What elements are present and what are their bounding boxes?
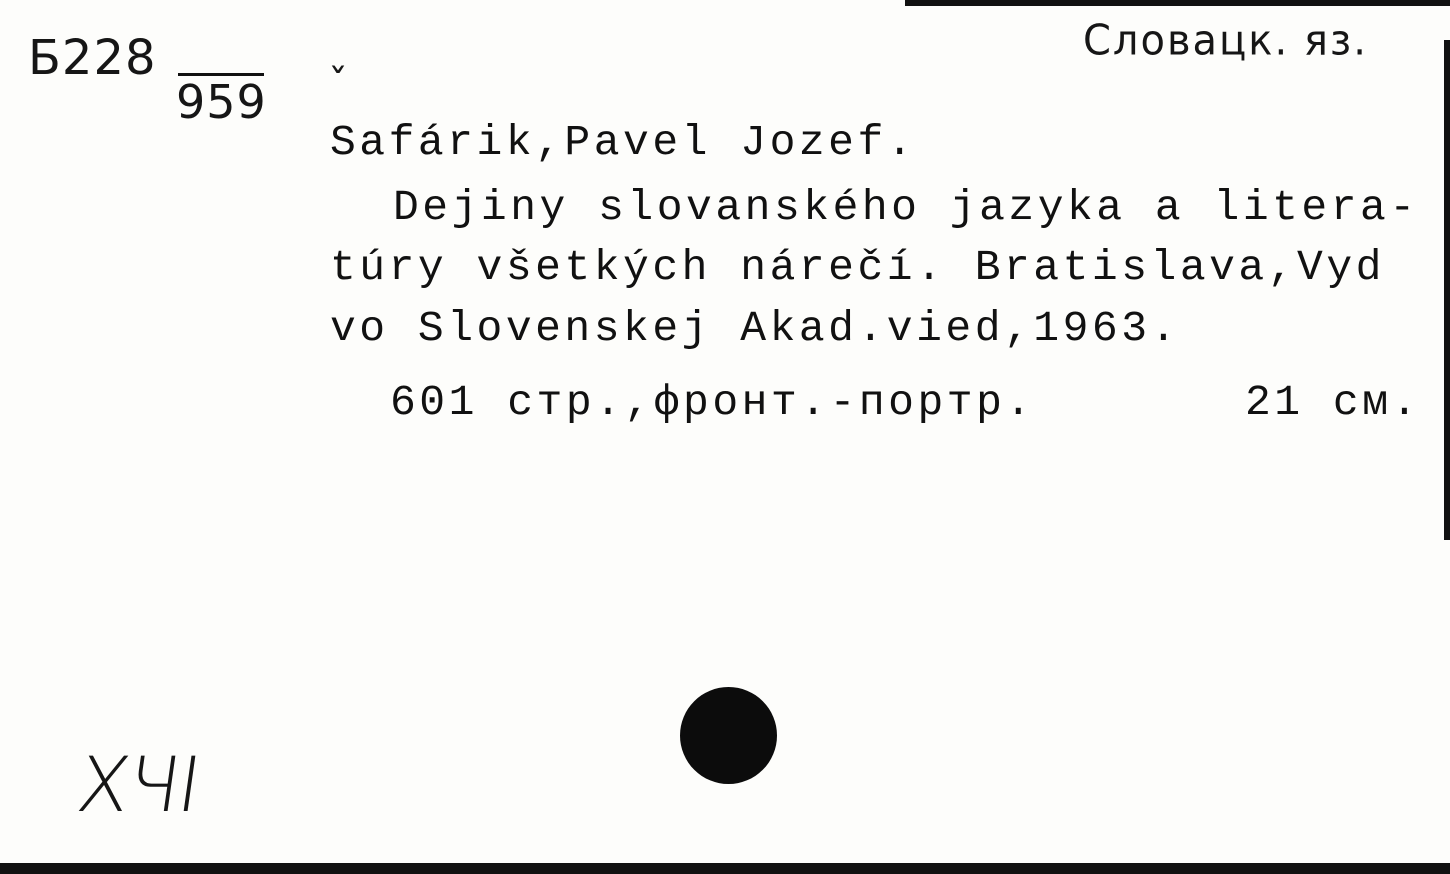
title-line-1: Dejiny slovanského jazyka a litera-	[393, 183, 1419, 232]
card-top-edge	[905, 0, 1450, 6]
call-number-bottom: 959	[176, 75, 267, 129]
card-right-edge	[1444, 40, 1450, 540]
shelf-mark: XЧI	[71, 740, 205, 829]
call-number-top: Б228	[28, 30, 157, 86]
physical-extent: 601 стр.,фронт.-портр.	[390, 378, 1035, 427]
physical-size: 21 см.	[1245, 378, 1421, 427]
title-line-2: túry všetkých nárečí. Bratislava,Vyd	[330, 243, 1385, 292]
card-bottom-edge	[0, 863, 1450, 874]
punch-hole	[680, 687, 777, 784]
author-heading: Safárik,Pavel Jozef.	[330, 118, 917, 167]
section-note: Словацк. яз.	[1083, 16, 1368, 66]
imprint-line: vo Slovenskej Akad.vied,1963.	[330, 304, 1180, 353]
caron-mark: ˇ	[328, 62, 348, 108]
